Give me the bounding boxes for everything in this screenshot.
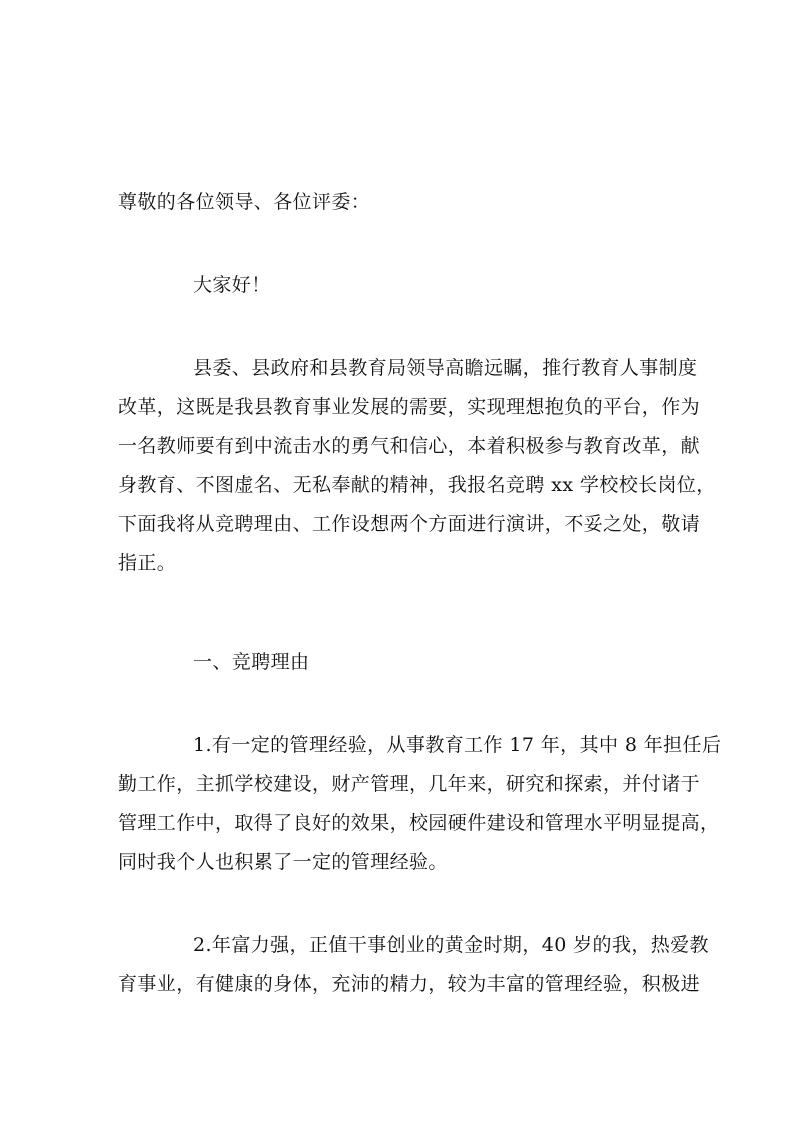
paragraph-line: 指正。: [118, 552, 177, 574]
paragraph-line: 育事业，有健康的身体，充沛的精力，较为丰富的管理经验，积极进: [118, 973, 701, 995]
paragraph-line: 身教育、不图虚名、无私奉献的精神，我报名竞聘 xx 学校校长岗位，: [118, 474, 716, 496]
paragraph-line: 下面我将从竞聘理由、工作设想两个方面进行演讲，不妥之处，敬请: [118, 513, 701, 535]
paragraph-line: 勤工作，主抓学校建设，财产管理，几年来，研究和探索，并付诸于: [118, 773, 701, 795]
salutation: 尊敬的各位领导、各位评委：: [118, 191, 371, 213]
paragraph-line: 2.年富力强，正值干事创业的黄金时期，40 岁的我，热爱教: [193, 934, 709, 956]
greeting: 大家好！: [193, 274, 271, 296]
section-heading: 一、竞聘理由: [193, 651, 310, 673]
paragraph-line: 改革，这既是我县教育事业发展的需要，实现理想抱负的平台，作为: [118, 396, 701, 418]
paragraph-line: 管理工作中，取得了良好的效果，校园硬件建设和管理水平明显提高，: [118, 812, 720, 834]
paragraph-line: 1.有一定的管理经验，从事教育工作 17 年，其中 8 年担任后: [193, 734, 722, 756]
paragraph-line: 县委、县政府和县教育局领导高瞻远瞩，推行教育人事制度: [193, 357, 698, 379]
paragraph-line: 一名教师要有到中流击水的勇气和信心，本着积极参与教育改革，献: [118, 435, 701, 457]
paragraph-line: 同时我个人也积累了一定的管理经验。: [118, 851, 448, 873]
